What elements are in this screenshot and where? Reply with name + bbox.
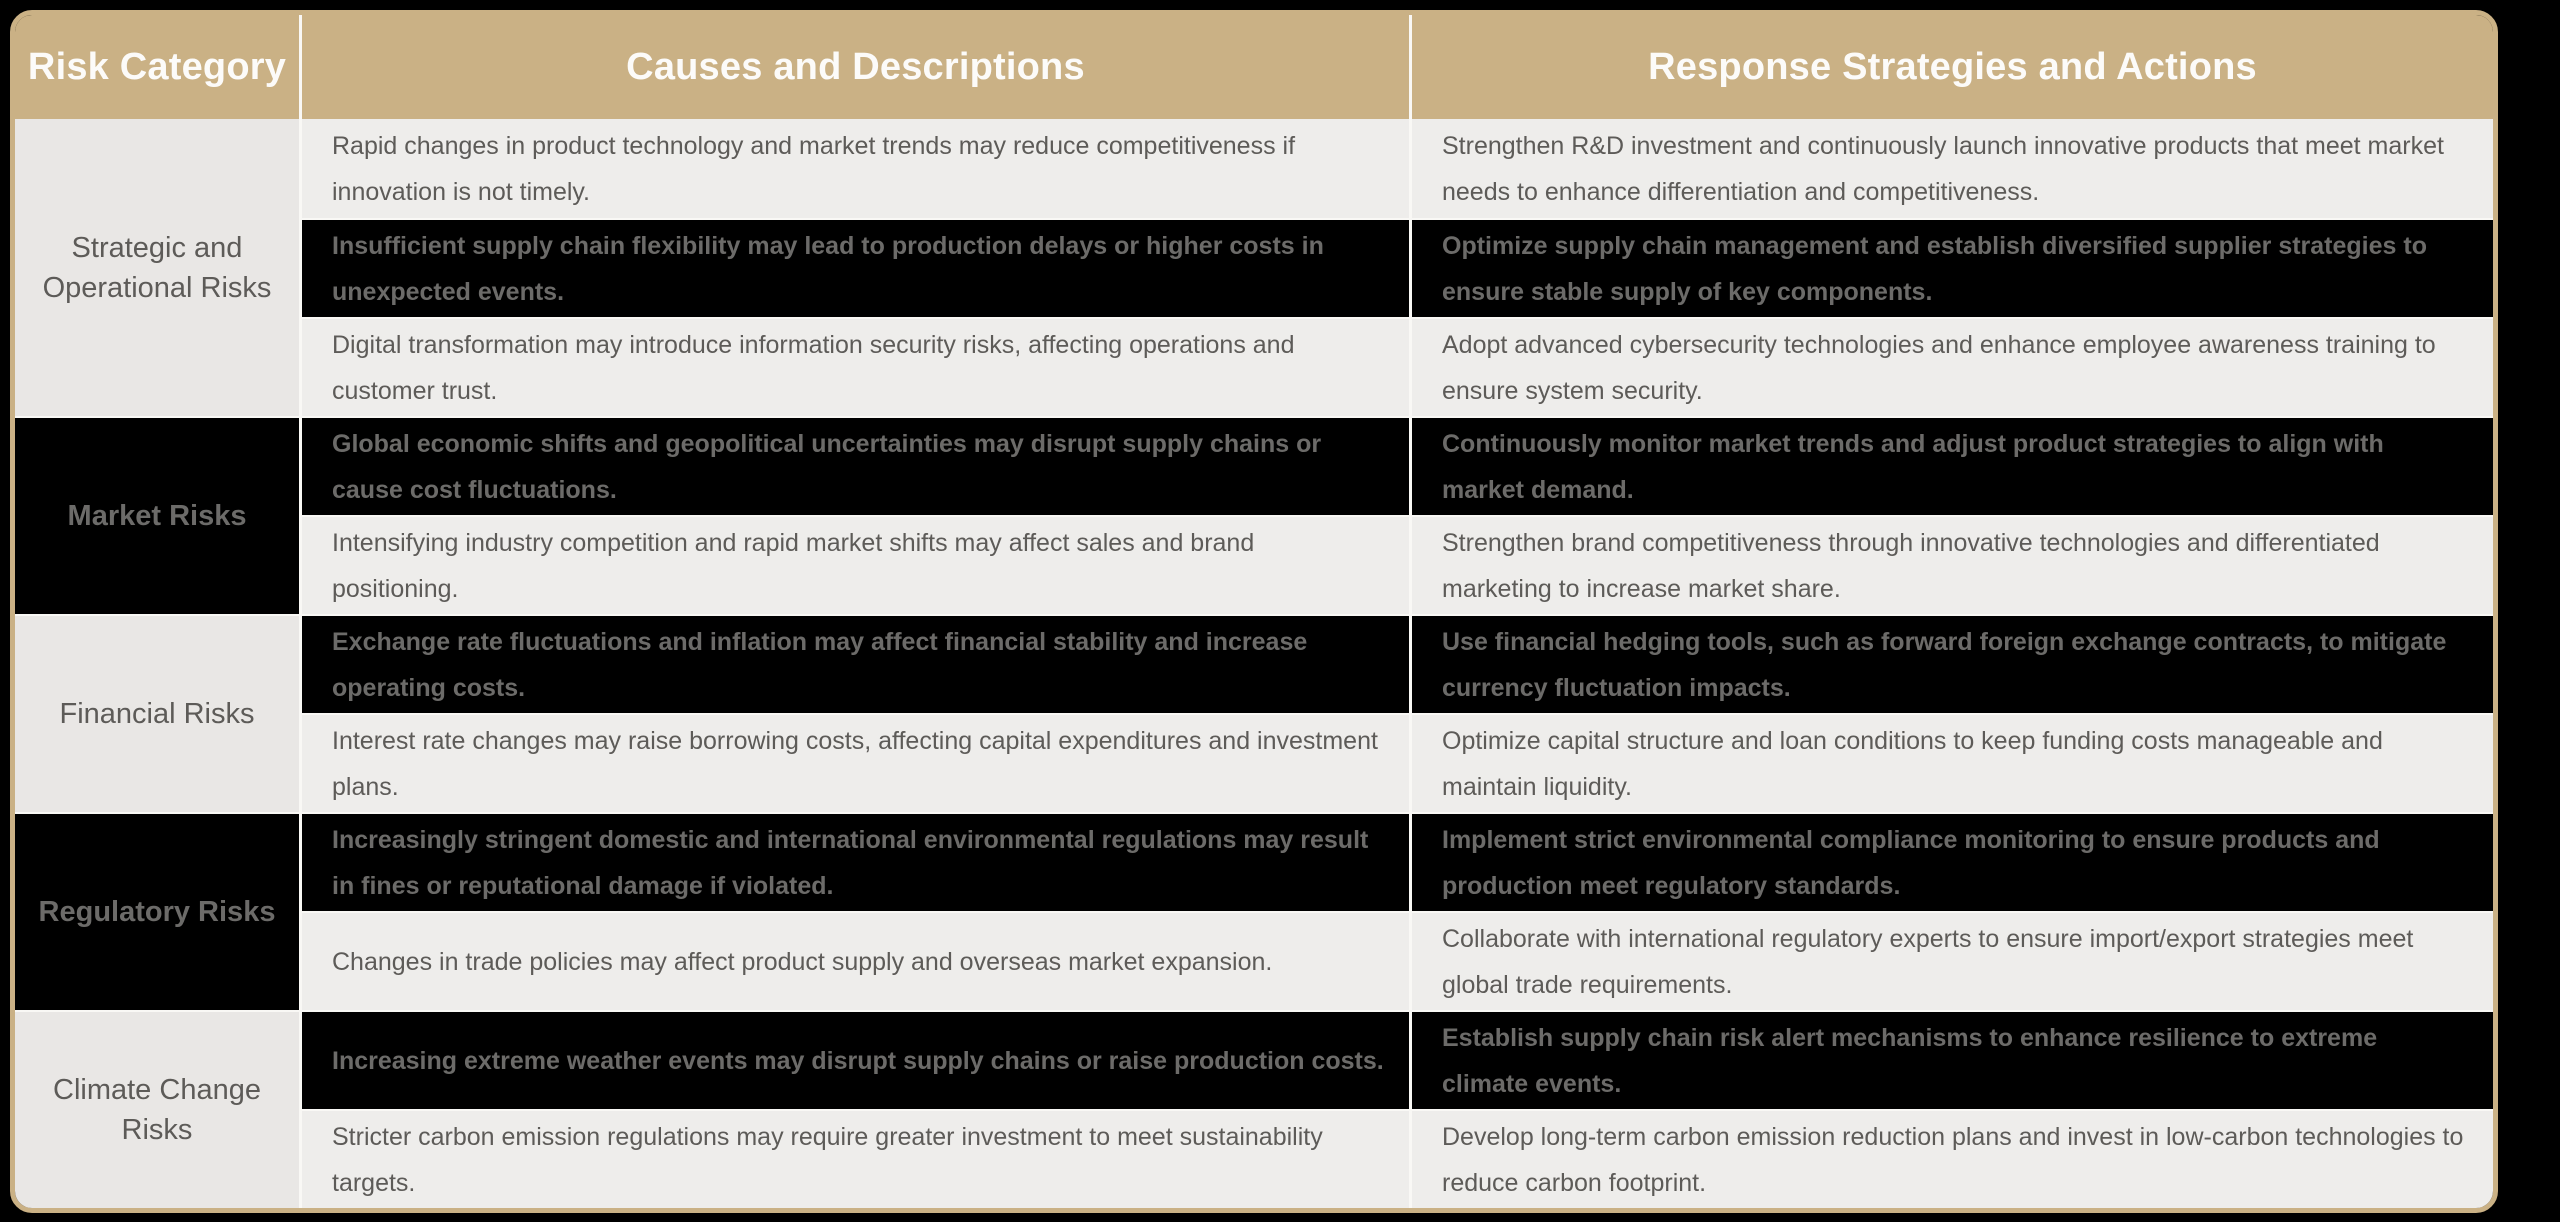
category-cell-climate-change: Climate Change Risks	[15, 1010, 299, 1208]
response-cell: Adopt advanced cybersecurity technologies and enhance employee awareness training to ensure system security.	[1409, 317, 2493, 416]
risk-table	[10, 10, 2498, 1213]
cause-cell: Stricter carbon emission regulations may require greater investment to meet sustainability targets.	[299, 1109, 1409, 1208]
header-causes-descriptions: Causes and Descriptions	[299, 15, 1409, 119]
response-cell: Continuously monitor market trends and adjust product strategies to align with market demand.	[1409, 416, 2493, 515]
response-cell: Strengthen R&D investment and continuously launch innovative products that meet market needs to enhance differentiation and competitiveness.	[1409, 119, 2493, 218]
response-cell: Collaborate with international regulatory experts to ensure import/export strategies meet global trade requirements.	[1409, 911, 2493, 1010]
cause-cell: Intensifying industry competition and rapid market shifts may affect sales and brand positioning.	[299, 515, 1409, 614]
cause-cell: Interest rate changes may raise borrowing costs, affecting capital expenditures and investment plans.	[299, 713, 1409, 812]
response-cell: Implement strict environmental compliance monitoring to ensure products and production meet regulatory standards.	[1409, 812, 2493, 911]
response-cell: Develop long-term carbon emission reduction plans and invest in low-carbon technologies to reduce carbon footprint.	[1409, 1109, 2493, 1208]
response-cell: Use financial hedging tools, such as forward foreign exchange contracts, to mitigate currency fluctuation impacts.	[1409, 614, 2493, 713]
category-cell-regulatory: Regulatory Risks	[15, 812, 299, 1010]
response-cell: Optimize capital structure and loan conditions to keep funding costs manageable and maintain liquidity.	[1409, 713, 2493, 812]
cause-cell: Insufficient supply chain flexibility may lead to production delays or higher costs in unexpected events.	[299, 218, 1409, 317]
cause-cell: Increasingly stringent domestic and international environmental regulations may result in fines or reputational damage if violated.	[299, 812, 1409, 911]
cause-cell: Increasing extreme weather events may disrupt supply chains or raise production costs.	[299, 1010, 1409, 1109]
category-cell-strategic-operational: Strategic and Operational Risks	[15, 119, 299, 416]
cause-cell: Global economic shifts and geopolitical uncertainties may disrupt supply chains or cause cost fluctuations.	[299, 416, 1409, 515]
header-response-strategies: Response Strategies and Actions	[1409, 15, 2493, 119]
cause-cell: Changes in trade policies may affect product supply and overseas market expansion.	[299, 911, 1409, 1010]
response-cell: Optimize supply chain management and establish diversified supplier strategies to ensure stable supply of key components.	[1409, 218, 2493, 317]
cause-cell: Exchange rate fluctuations and inflation may affect financial stability and increase operating costs.	[299, 614, 1409, 713]
response-cell: Strengthen brand competitiveness through innovative technologies and differentiated marketing to increase market share.	[1409, 515, 2493, 614]
cause-cell: Digital transformation may introduce information security risks, affecting operations and customer trust.	[299, 317, 1409, 416]
header-risk-category: Risk Category	[15, 15, 299, 119]
category-cell-market: Market Risks	[15, 416, 299, 614]
cause-cell: Rapid changes in product technology and market trends may reduce competitiveness if innovation is not timely.	[299, 119, 1409, 218]
response-cell: Establish supply chain risk alert mechanisms to enhance resilience to extreme climate events.	[1409, 1010, 2493, 1109]
category-cell-financial: Financial Risks	[15, 614, 299, 812]
